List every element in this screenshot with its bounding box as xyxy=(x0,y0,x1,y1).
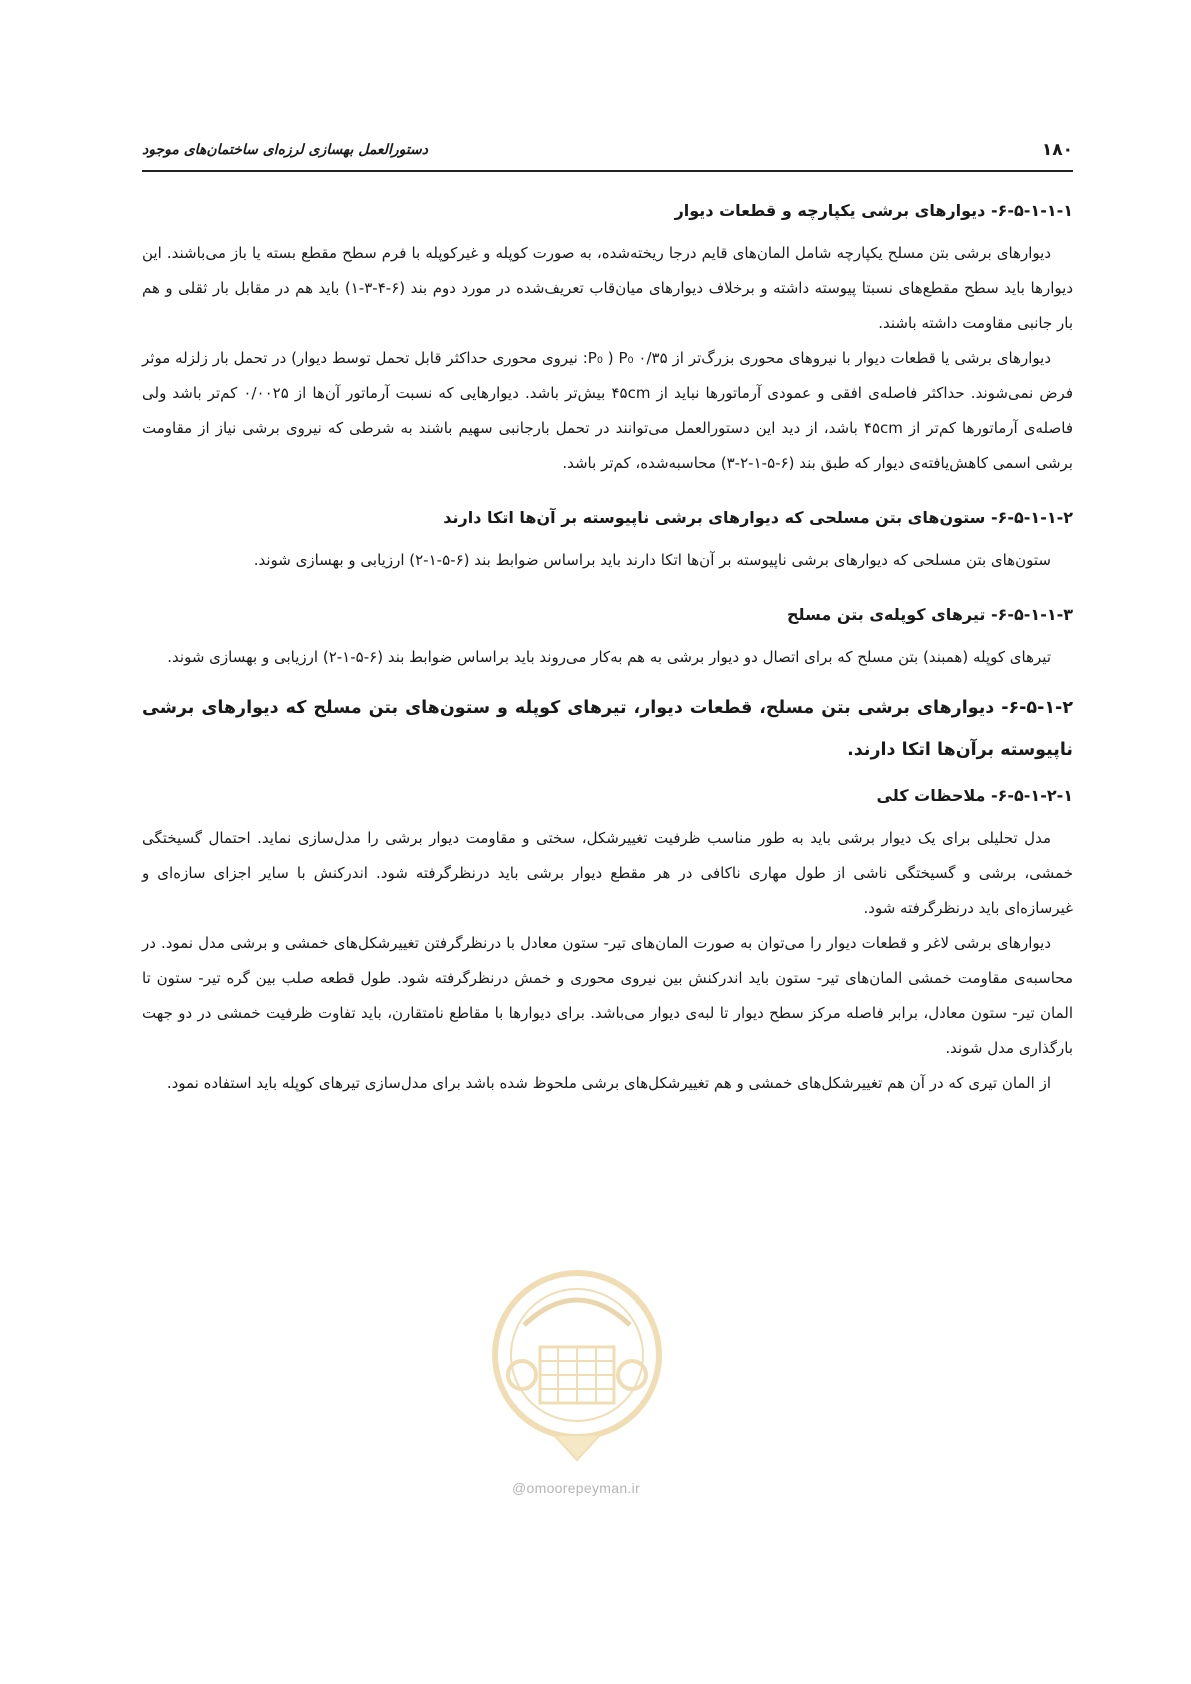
paragraph: مدل تحلیلی برای یک دیوار برشی باید به طور مناسب ظرفیت تغییرشکل، سختی و مقاومت دیوار برشی را مدل‌سازی نماید. احتمال گسیختگی خمشی، برشی و گسیختگی ناشی از طول مهاری ناکافی در هر مقطع دیوار برشی باید درنظرگرفته شود. اندرکنش با سایر اجزای سازه‌ای و غیرسازه‌ای باید درنظرگرفته شود. xyxy=(142,829,1073,917)
section-heading: ۶-۵-۱-۱-۳- تیرهای کوپله‌ی بتن مسلح xyxy=(787,605,1073,624)
paragraph: از المان تیری که در آن هم تغییرشکل‌های خمشی و هم تغییرشکل‌های برشی ملحوظ شده باشد برای مدل‌سازی تیرهای کوپله باید استفاده نمود. xyxy=(166,1074,1051,1092)
major-section-heading: ۶-۵-۱-۲- دیوارهای برشی بتن مسلح، قطعات دیوار، تیرهای کوپله و ستون‌های بتن مسلح که دیوارهای برشی ناپیوسته برآن‌ها اتکا دارند. xyxy=(142,698,1073,760)
paragraph: دیوارهای برشی لاغر و قطعات دیوار را می‌توان به صورت المان‌های تیر- ستون معادل با درنظرگرفتن تغییرشکل‌های خمشی و برشی مدل نمود. در محاسبه‌ی مقاومت خمشی المان‌های تیر- ستون باید اندرکنش بین نیروی محوری و خمش درنظرگرفته شود. طول قطعه صلب بین گره تیر- ستون تا المان تیر- ستون معادل، برابر فاصله مرکز سطح دیوار تا لبه‌ی دیوار می‌باشد. برای دیوارها با مقاطع نامتقارن، باید تفاوت ظرفیت خمشی در دو جهت بارگذاری مدل شوند. xyxy=(142,934,1073,1057)
paragraph: ستون‌های بتن مسلحی که دیوارهای برشی ناپیوسته بر آن‌ها اتکا دارند باید براساس ضوابط بند (۶-۵-۱-۲) ارزیابی و بهسازی شوند. xyxy=(253,551,1051,569)
watermark-url: @omoorepeyman.ir xyxy=(512,1480,640,1496)
section-heading: ۶-۵-۱-۱-۲- ستون‌های بتن مسلحی که دیوارهای برشی ناپیوسته بر آن‌ها اتکا دارند xyxy=(443,508,1073,527)
paragraph: دیوارهای برشی یا قطعات دیوار با نیروهای محوری بزرگ‌تر از P₀ ۰/۳۵ ( P₀: نیروی محوری حداکثر قابل تحمل توسط دیوار) در تحمل بار زلزله موثر فرض نمی‌شوند. حداکثر فاصله‌ی افقی و عمودی آرماتورها نباید از ۴۵cm بیش‌تر باشد. دیوارهایی که نسبت آرماتور آن‌ها از ۰/۰۰۲۵ کم‌تر باشد ولی فاصله‌ی آرماتورها کم‌تر از ۴۵cm باشد، از دید این دستورالعمل می‌توانند در تحمل بارجانبی سهیم باشند به شرطی که نیروی برشی نیاز از مقاومت برشی اسمی کاهش‌یافته‌ی دیوار که طبق بند (۶-۵-۱-۲-۳) محاسبه‌شده، کم‌تر باشد. xyxy=(142,349,1073,472)
section-heading: ۶-۵-۱-۱-۱- دیوارهای برشی یکپارچه و قطعات دیوار xyxy=(674,201,1073,220)
paragraph: تیرهای کوپله (همبند) بتن مسلح که برای اتصال دو دیوار برشی به هم به‌کار می‌روند باید براساس ضوابط بند (۶-۵-۱-۲) ارزیابی و بهسازی شوند. xyxy=(167,648,1051,666)
paragraph: دیوارهای برشی بتن مسلح یکپارچه شامل المان‌های قایم درجا ریخته‌شده، به صورت کوپله و غیرکوپله با فرم سطح مقطع بسته یا باز می‌باشند. این دیوارها باید سطح مقطع‌های نسبتا پیوسته داشته و برخلاف دیوارهای میان‌قاب تعریف‌شده در مورد دوم بند (۶-۴-۳-۱) باید هم در مقابل بار ثقلی و هم بار جانبی مقاومت داشته باشند. xyxy=(142,244,1073,332)
page-number: ۱۸۰ xyxy=(1041,140,1073,160)
seal-emblem-icon xyxy=(484,1255,670,1475)
running-title: دستورالعمل بهسازی لرزه‌ای ساختمان‌های موجود xyxy=(142,142,429,158)
subsection-heading: ۶-۵-۱-۲-۱- ملاحظات کلی xyxy=(876,786,1073,805)
running-header xyxy=(142,136,1073,172)
page-body xyxy=(142,188,1073,1101)
